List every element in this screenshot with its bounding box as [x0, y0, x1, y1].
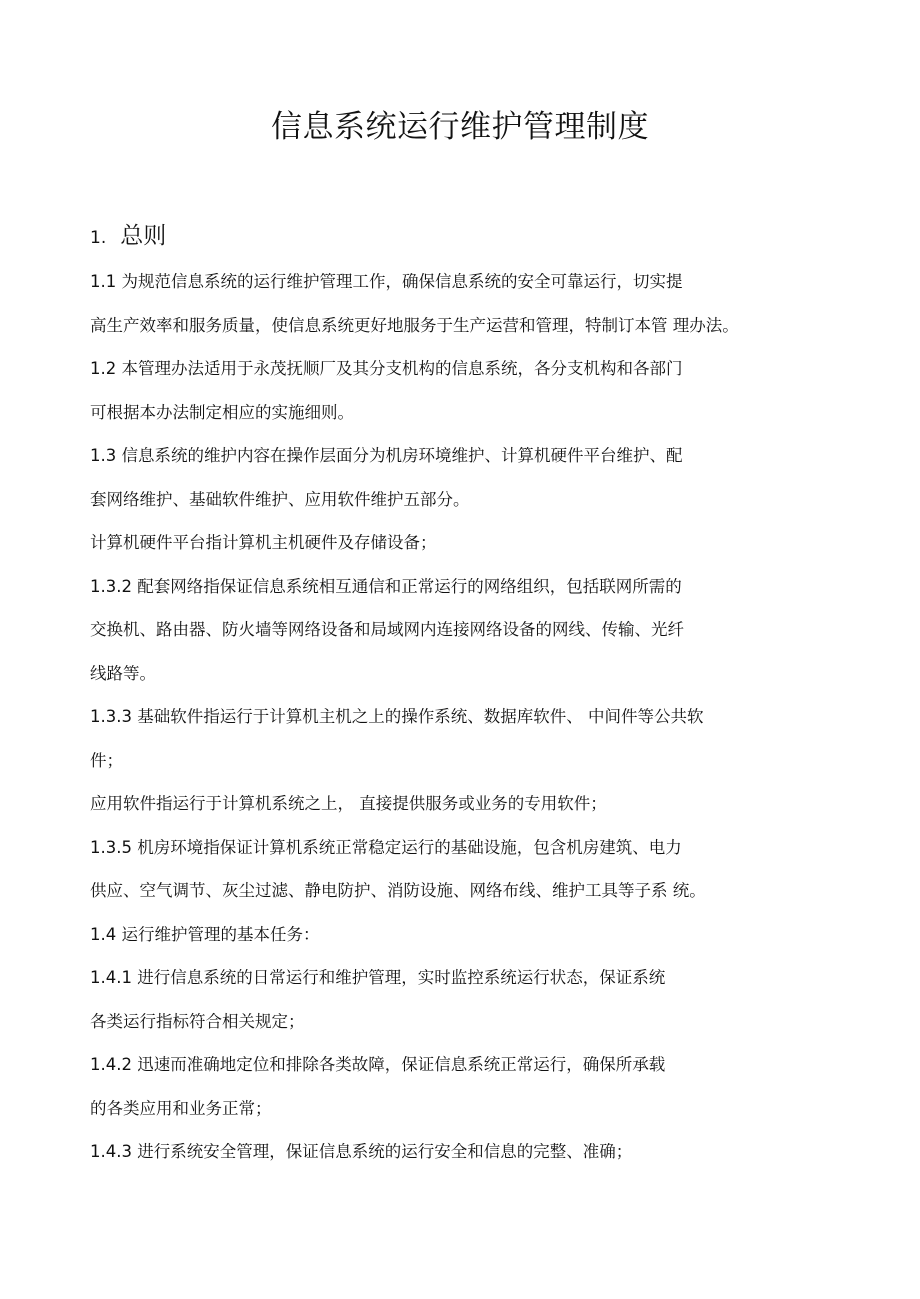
- text-line: 交换机、路由器、防火墙等网络设备和局域网内连接网络设备的网线、传输、光纤: [90, 620, 684, 639]
- text-line: 1.3.3 基础软件指运行于计算机主机之上的操作系统、数据库软件、 中间件等公共软: [90, 707, 704, 726]
- text-line: 1.4.1 进行信息系统的日常运行和维护管理，实时监控系统运行状态，保证系统: [90, 968, 666, 987]
- text-line: 1.4.3 进行系统安全管理，保证信息系统的运行安全和信息的完整、准确；: [90, 1142, 633, 1161]
- text-line: 计算机硬件平台指计算机主机硬件及存储设备；: [90, 533, 437, 552]
- section-heading: [90, 218, 166, 256]
- text-line: 件；: [90, 750, 123, 770]
- text-line: 1.3 信息系统的维护内容在操作层面分为机房环境维护、计算机硬件平台维护、配: [90, 446, 683, 465]
- text-line: 套网络维护、基础软件维护、应用软件维护五部分。: [90, 489, 470, 509]
- document-title: 信息系统运行维护管理制度: [271, 109, 649, 145]
- text-line: 应用软件指运行于计算机系统之上， 直接提供服务或业务的专用软件；: [90, 794, 607, 813]
- text-line: 各类运行指标符合相关规定；: [90, 1011, 305, 1031]
- text-line: 线路等。: [90, 663, 156, 683]
- body-text: [90, 260, 850, 1174]
- text-line: 1.3.2 配套网络指保证信息系统相互通信和正常运行的网络组织，包括联网所需的: [90, 576, 682, 596]
- text-line: 1.3.5 机房环境指保证计算机系统正常稳定运行的基础设施，包含机房建筑、电力: [90, 837, 682, 857]
- text-line: 1.4.2 迅速而准确地定位和排除各类故障，保证信息系统正常运行，确保所承载: [90, 1055, 666, 1074]
- text-line: 可根据本办法制定相应的实施细则。: [90, 402, 354, 422]
- section-title: 总则: [120, 223, 167, 249]
- text-line: 1.1 为规范信息系统的运行维护管理工作，确保信息系统的安全可靠运行，切实提: [90, 272, 683, 291]
- text-line: 1.4 运行维护管理的基本任务：: [90, 924, 320, 944]
- text-line: 高生产效率和服务质量，使信息系统更好地服务于生产运营和管理，特制订本管 理办法。: [90, 315, 739, 335]
- section-number: 1.: [90, 228, 107, 248]
- text-line: 1.2 本管理办法适用于永茂抚顺厂及其分支机构的信息系统，各分支机构和各部门: [90, 359, 683, 378]
- text-line: 供应、空气调节、灰尘过滤、静电防护、消防设施、网络布线、维护工具等子系 统。: [90, 881, 706, 900]
- text-line: 的各类应用和业务正常；: [90, 1098, 272, 1118]
